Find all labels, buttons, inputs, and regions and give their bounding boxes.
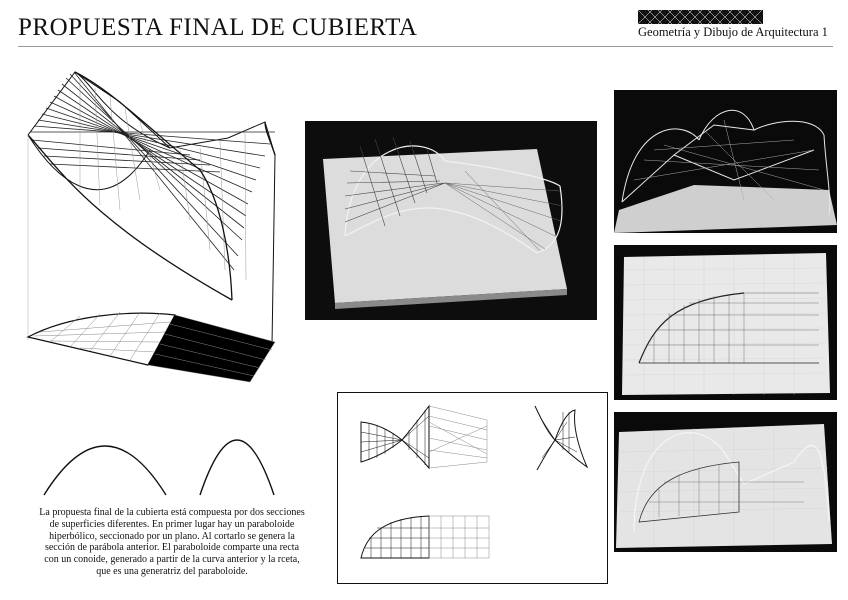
plan-elevation-drawings <box>337 392 608 584</box>
page-title: PROPUESTA FINAL DE CUBIERTA <box>18 14 418 41</box>
description-line: con un conoide, generado a partir de la curva anterior y la rceta, <box>44 554 300 566</box>
model-photo-angled <box>614 412 837 552</box>
model-photo-dark <box>614 90 837 233</box>
header-rule <box>18 46 833 47</box>
hatch-pattern <box>638 10 763 24</box>
model-photo-center <box>305 121 597 320</box>
description-line: La propuesta final de la cubierta está compuesta por dos secciones <box>39 507 305 518</box>
course-name: Geometría y Dibujo de Arquitectura 1 <box>638 25 828 39</box>
description-line: que es una generatriz del paraboloide. <box>96 565 248 577</box>
description-line: hiperbólico, seccionado por un plano. Al cortarlo se genera la <box>49 530 295 542</box>
description-line: de superficies diferentes. En primer lugar hay un paraboloide <box>49 518 295 530</box>
description-line: sección de parábola anterior. El paraboloide comparte una recta <box>44 542 300 554</box>
axonometric-drawing <box>20 60 285 385</box>
parabola-sections <box>40 415 285 500</box>
model-photo-top <box>614 245 837 400</box>
description-text <box>28 507 316 578</box>
